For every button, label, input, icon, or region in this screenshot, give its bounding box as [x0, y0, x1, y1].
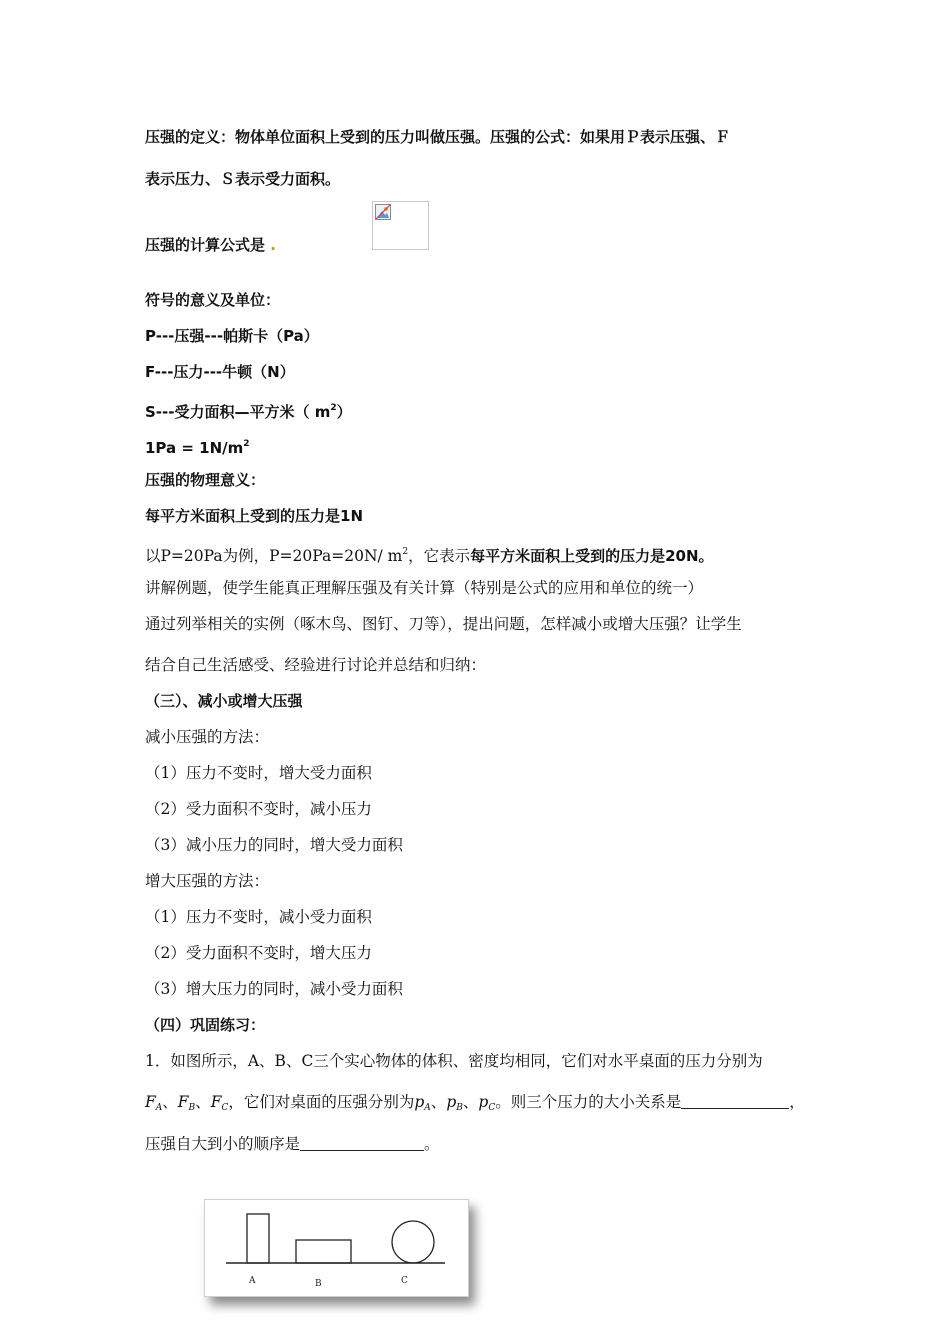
label-b: B — [315, 1279, 322, 1289]
symbol-s: S---受力面积—平方米（ $m^2$） — [145, 403, 352, 421]
definition-line-2: 表示压力、Ｓ表示受力面积。 — [145, 170, 341, 188]
question-1-line-3: 压强自大到小的顺序是 。 — [145, 1135, 440, 1153]
formula-label: 压强的计算公式是 — [145, 236, 266, 254]
figure-drawing — [205, 1200, 466, 1294]
object-a — [247, 1214, 269, 1263]
teaching-line-2: 通过列举相关的实例（啄木鸟、图钉、刀等），提出问题，怎样减小或增大压强？让学生 — [145, 615, 742, 633]
object-c — [392, 1221, 434, 1263]
decrease-item-2: （2）受力面积不变时，减小压力 — [145, 800, 372, 818]
definition-line-1: 压强的定义：物体单位面积上受到的压力叫做压强。压强的公式：如果用Ｐ表示压强、Ｆ — [145, 128, 731, 146]
teaching-line-3: 结合自己生活感受、经验进行讨论并总结和归纳： — [145, 656, 487, 674]
answer-blank-force[interactable] — [681, 1094, 789, 1109]
decrease-item-3: （3）减小压力的同时，增大受力面积 — [145, 836, 403, 854]
meaning-example: 以P=20Pa为例，P=20Pa=20N/ $m^2$，它表示每平方米面积上受到的压力是20N。 — [145, 547, 714, 565]
decrease-heading: 减小压强的方法： — [145, 728, 270, 746]
increase-item-1: （1）压力不变时，减小受力面积 — [145, 908, 372, 926]
teaching-line-1: 讲解例题，使学生能真正理解压强及有关计算（特别是公式的应用和单位的统一） — [145, 579, 704, 597]
symbol-f: F---压力---牛顿（N） — [145, 363, 295, 381]
formula-line — [145, 235, 276, 255]
increase-item-3: （3）增大压力的同时，减小受力面积 — [145, 980, 403, 998]
label-a: A — [249, 1276, 256, 1286]
increase-heading: 增大压强的方法： — [145, 872, 270, 890]
object-b — [296, 1240, 351, 1263]
meaning-line-1: 每平方米面积上受到的压力是1N — [145, 507, 363, 525]
question-1-line-2: $F_A$、$F_B$、$F_C$，它们对桌面的压强分别为$p_A$、$p_B$、$p_C$。则三个压力的大小关系是 ， — [145, 1093, 805, 1113]
section3-heading: （三）、减小或增大压强 — [145, 692, 303, 710]
symbol-p: P---压强---帕斯卡（Pa） — [145, 327, 319, 345]
meaning-heading: 压强的物理意义： — [145, 471, 266, 489]
formula-image-placeholder — [372, 201, 429, 250]
broken-image-icon — [375, 204, 391, 220]
unit-relation: $1Pa = 1N/m^2$ — [145, 439, 250, 457]
objects-on-table-figure — [204, 1199, 469, 1297]
label-c: C — [401, 1276, 408, 1286]
symbols-heading: 符号的意义及单位： — [145, 291, 281, 309]
increase-item-2: （2）受力面积不变时，增大压力 — [145, 944, 372, 962]
formula-dot: . — [270, 236, 276, 254]
section4-heading: （四）巩固练习： — [145, 1016, 266, 1034]
answer-blank-pressure[interactable] — [300, 1136, 424, 1151]
question-1-line-1: 1．如图所示，A、B、C三个实心物体的体积、密度均相同，它们对水平桌面的压力分别为 — [145, 1052, 763, 1070]
decrease-item-1: （1）压力不变时，增大受力面积 — [145, 764, 372, 782]
